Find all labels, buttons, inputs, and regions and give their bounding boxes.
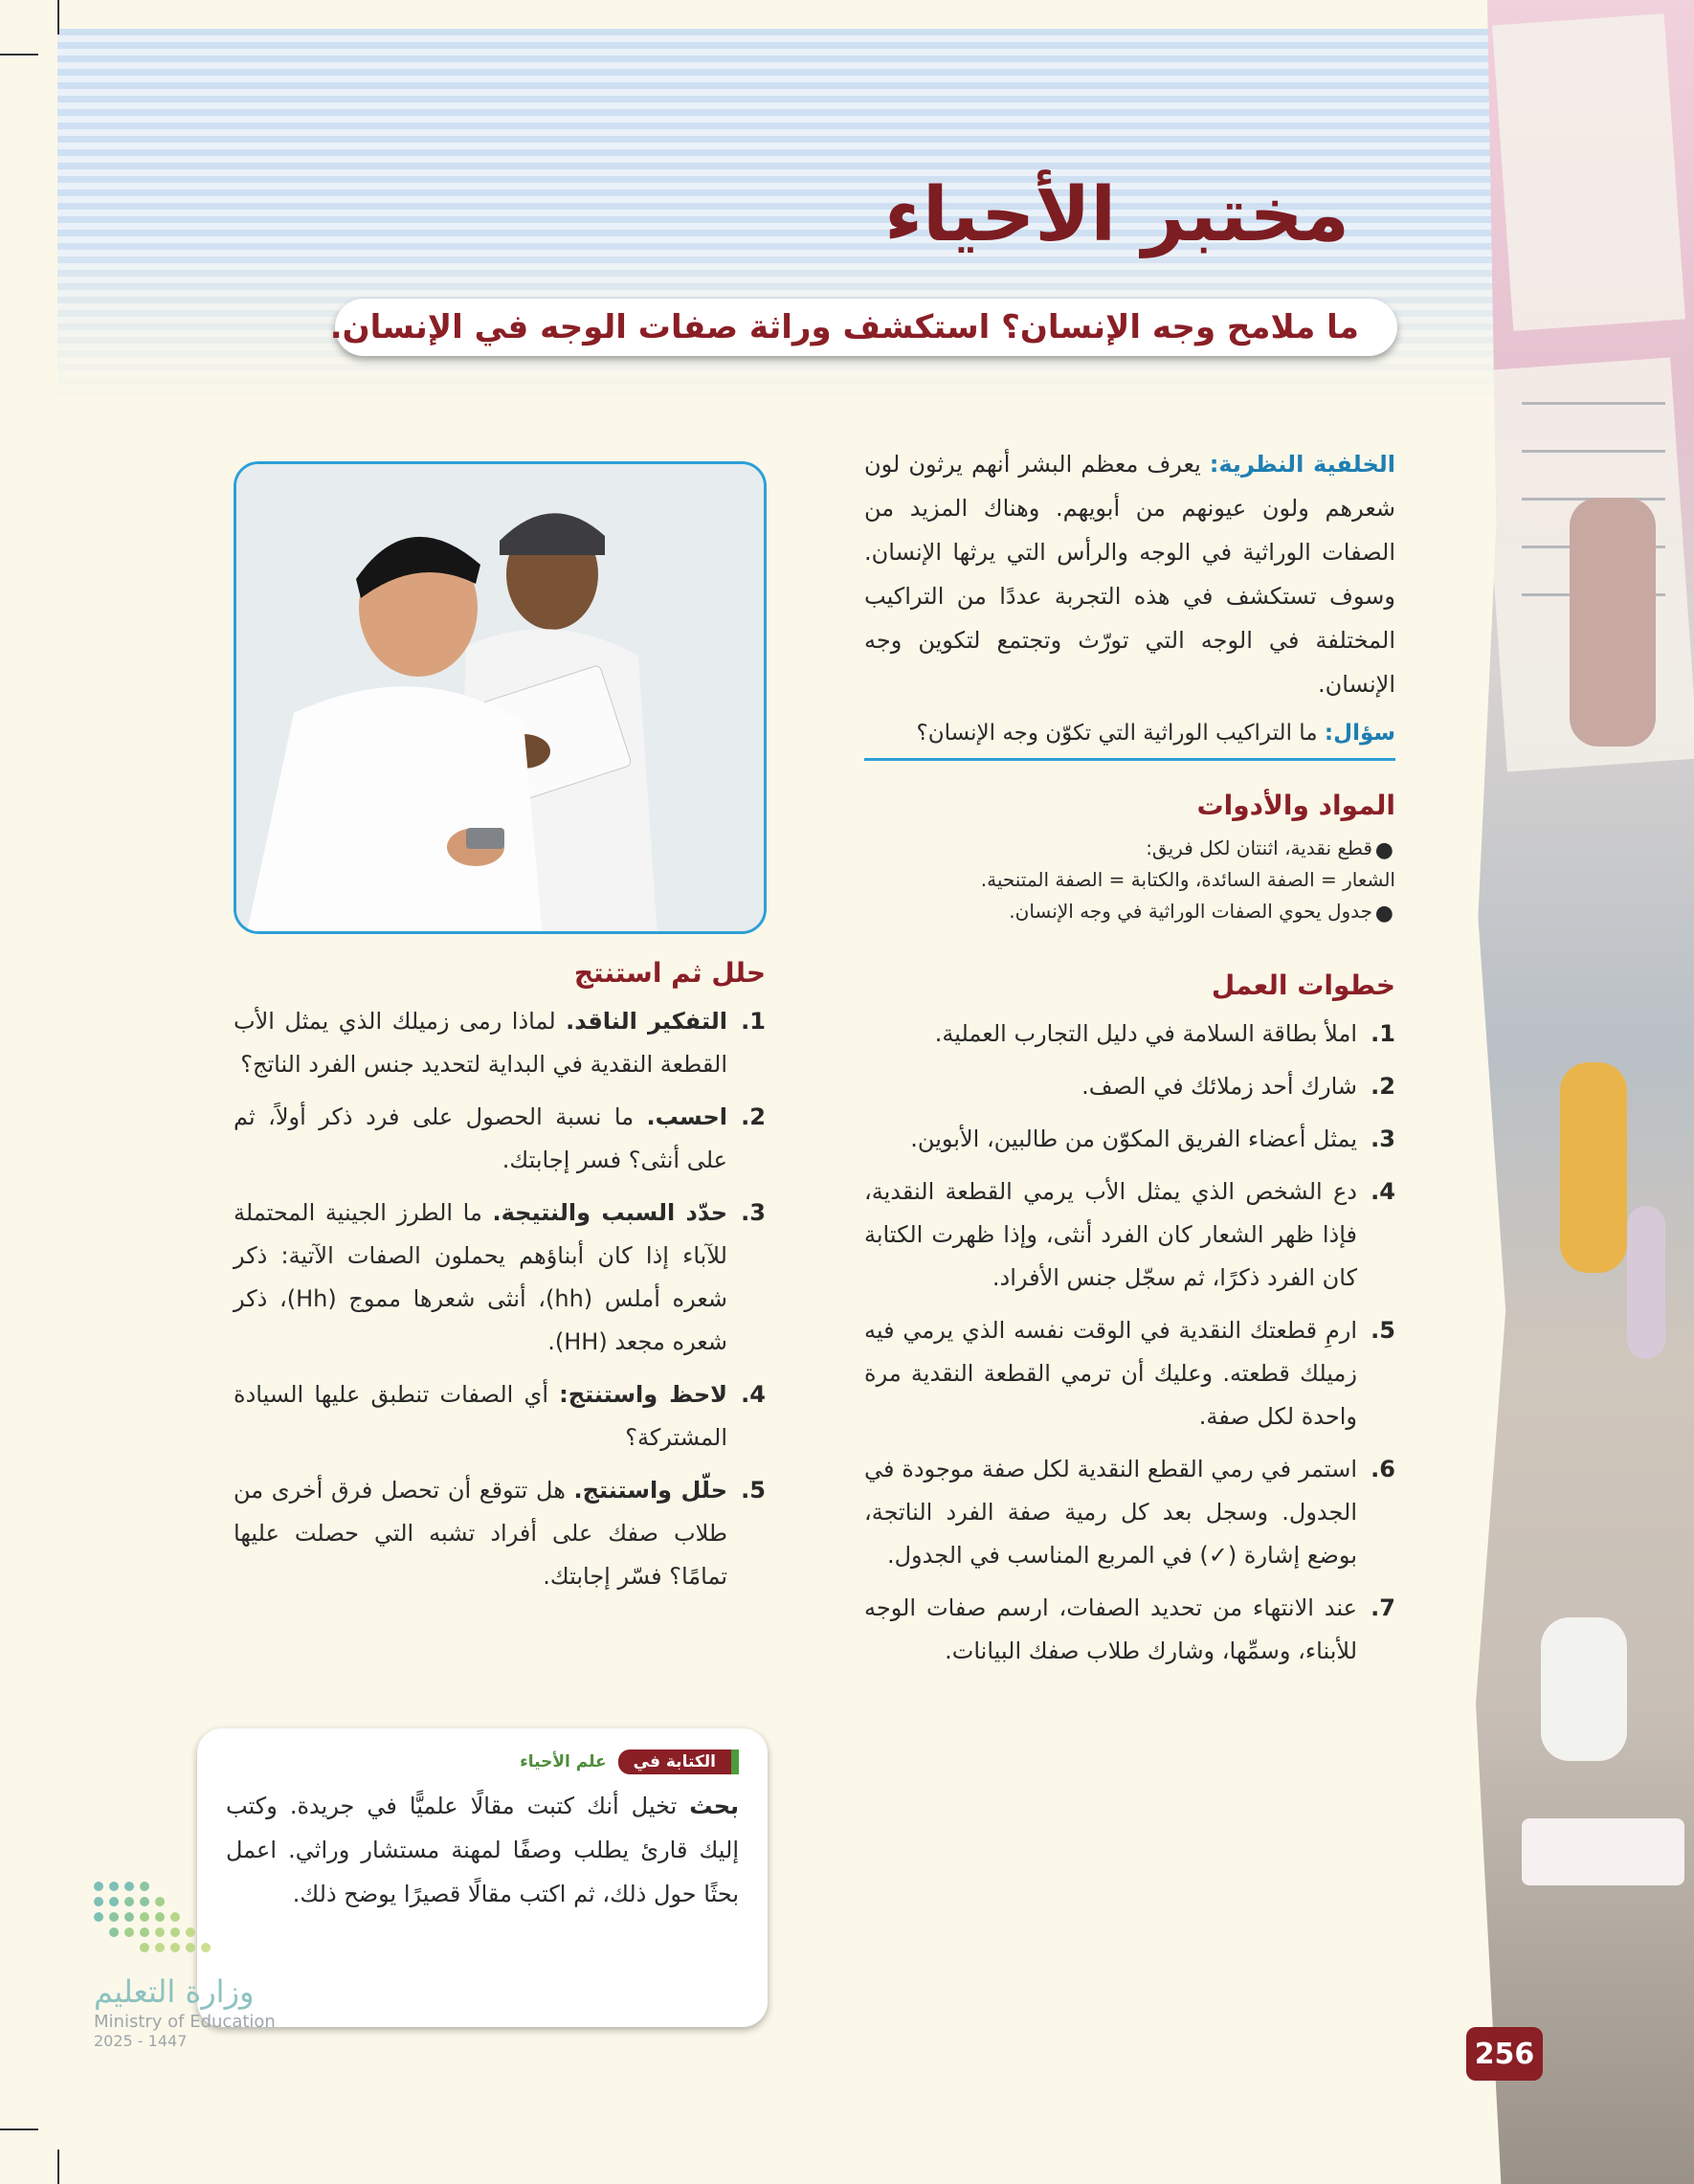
students-photo	[234, 461, 767, 934]
ministry-english: Ministry of Education	[94, 2012, 276, 2032]
step-number: 5.	[1371, 1317, 1395, 1344]
item-number: 2.	[741, 1103, 766, 1130]
step-text: عند الانتهاء من تحديد الصفات، ارسم صفات الوجه للأبناء، وسمِّها، وشارك طلاب صفك البيانات.	[864, 1594, 1357, 1664]
background-text: يعرف معظم البشر أنهم يرثون لون شعرهم ولون عيونهم من أبويهم. وهناك المزيد من الصفات الوراثية في الوجه والرأس التي يرثها الإنسان. وسوف تستكشف في هذه التجربة عددًا من التراكيب المختلفة في الوجه التي تورّث وتجتمع لتكوين وجه الإنسان.	[864, 451, 1395, 698]
step-text: شارك أحد زملائك في الصف.	[1081, 1073, 1357, 1100]
list-item	[864, 1309, 1395, 1438]
list-item	[234, 1469, 766, 1598]
page-title: مختبر الأحياء	[884, 172, 1349, 258]
right-column	[864, 442, 1395, 1683]
material-line: قطع نقدية، اثنتان لكل فريق:	[1146, 836, 1372, 859]
step-number: 4.	[1371, 1178, 1395, 1205]
ministry-arabic: وزارة التعليم	[94, 1973, 255, 2010]
ministry-dots-icon	[94, 1882, 285, 1968]
step-number: 3.	[1371, 1125, 1395, 1152]
list-item	[864, 833, 1395, 896]
item-number: 5.	[741, 1477, 766, 1504]
list-item	[864, 1118, 1395, 1161]
list-item	[864, 1587, 1395, 1673]
list-item	[864, 1448, 1395, 1577]
ministry-year: 2025 - 1447	[94, 2032, 188, 2050]
background-lead: الخلفية النظرية:	[1209, 451, 1395, 478]
step-text: ارمِ قطعتك النقدية في الوقت نفسه الذي يرمي فيه زميلك قطعته. وعليك أن ترمي القطعة النقدية مرة واحدة لكل صفة.	[864, 1317, 1357, 1430]
list-item	[864, 896, 1395, 927]
writing-body: تخيل أنك كتبت مقالًا علميًّا في جريدة. وكتب إليك قارئ يطلب وصفًا لمهنة مستشار وراثي. اعمل بحثًا حول ذلك، ثم اكتب مقالًا قصيرًا يوضح ذلك.	[226, 1793, 739, 1907]
item-number: 1.	[741, 1008, 766, 1035]
writing-tag-label: الكتابة في	[618, 1749, 739, 1774]
analysis-list	[234, 1000, 766, 1598]
bullet-icon: ●	[1374, 902, 1393, 925]
item-text: ما نسبة الحصول على فرد ذكر أولاً، ثم على أنثى؟ فسر إجابتك.	[234, 1103, 727, 1173]
step-number: 6.	[1371, 1456, 1395, 1482]
crop-mark	[57, 0, 59, 34]
item-text: لماذا رمى زميلك الذي يمثل الأب القطعة النقدية في البداية لتحديد جنس الفرد الناتج؟	[234, 1008, 727, 1078]
writing-tag	[226, 1749, 739, 1774]
item-number: 4.	[741, 1381, 766, 1408]
list-item	[864, 1170, 1395, 1300]
list-item	[234, 1373, 766, 1460]
materials-list	[864, 833, 1395, 927]
subtitle-text: ما ملامح وجه الإنسان؟ استكشف وراثة صفات الوجه في الإنسان.	[329, 308, 1359, 346]
writing-subject: علم الأحياء	[520, 1752, 607, 1772]
list-item	[234, 1000, 766, 1086]
question-text: ما التراكيب الوراثية التي تكوّن وجه الإنسان؟	[916, 721, 1318, 746]
left-column	[234, 957, 766, 1608]
subtitle-banner	[329, 299, 1397, 356]
students-illustration	[236, 464, 767, 934]
item-text: أي الصفات تنطبق عليها السيادة المشتركة؟	[234, 1381, 727, 1451]
ministry-logo	[94, 1882, 314, 2050]
procedure-heading: خطوات العمل	[1211, 969, 1395, 1001]
step-text: يمثل أعضاء الفريق المكوّن من طالبين، الأبوين.	[910, 1125, 1357, 1152]
list-item	[234, 1096, 766, 1182]
material-line: جدول يحوي الصفات الوراثية في وجه الإنسان.	[1009, 900, 1372, 923]
item-lead: احسب.	[646, 1103, 727, 1130]
page-number: 256	[1466, 2027, 1543, 2081]
item-number: 3.	[741, 1199, 766, 1226]
step-number: 7.	[1371, 1594, 1395, 1621]
step-text: استمر في رمي القطع النقدية لكل صفة موجودة في الجدول. وسجل بعد كل رمية صفة الفرد الناتجة، بوضع إشارة (✓) في المربع المناسب في الجدول.	[864, 1456, 1357, 1569]
question-lead: سؤال:	[1324, 721, 1395, 746]
list-item	[864, 1013, 1395, 1056]
crop-mark	[0, 54, 38, 56]
writing-lead: بحث	[689, 1793, 739, 1819]
analysis-heading: حلل ثم استنتج	[573, 957, 766, 989]
item-lead: التفكير الناقد.	[566, 1008, 727, 1035]
item-text: هل تتوقع أن تحصل فرق أخرى من طلاب صفك على أفراد تشبه التي حصلت عليها تمامًا؟ فسّر إجابتك.	[234, 1477, 727, 1590]
question-line	[864, 714, 1395, 761]
list-item	[864, 1065, 1395, 1108]
step-number: 2.	[1371, 1073, 1395, 1100]
lab-side-photo	[1464, 0, 1694, 2184]
step-text: دع الشخص الذي يمثل الأب يرمي القطعة النقدية، فإذا ظهر الشعار كان الفرد أنثى، وإذا ظهرت الكتابة كان الفرد ذكرًا، ثم سجّل جنس الأفراد.	[864, 1178, 1357, 1291]
material-line: الشعار = الصفة السائدة، والكتابة = الصفة المتنحية.	[980, 868, 1395, 891]
item-text: ما الطرز الجينية المحتملة للآباء إذا كان أبناؤهم يحملون الصفات الآتية: ذكر شعره أملس (hh)، أنثى شعرها مموج (Hh)، ذكر شعره مجعد (HH).	[234, 1199, 728, 1355]
item-lead: لاحظ واستنتج:	[559, 1381, 727, 1408]
item-lead: حدّد السبب والنتيجة.	[492, 1199, 727, 1226]
crop-mark	[0, 2128, 38, 2130]
bullet-icon: ●	[1374, 838, 1393, 862]
crop-mark	[57, 2150, 59, 2184]
list-item	[234, 1192, 766, 1364]
background-paragraph	[864, 442, 1395, 706]
procedure-list	[864, 1013, 1395, 1673]
materials-heading: المواد والأدوات	[1196, 790, 1395, 821]
step-number: 1.	[1371, 1020, 1395, 1047]
step-text: املأ بطاقة السلامة في دليل التجارب العملية.	[934, 1020, 1357, 1047]
item-lead: حلّل واستنتج.	[573, 1477, 728, 1504]
